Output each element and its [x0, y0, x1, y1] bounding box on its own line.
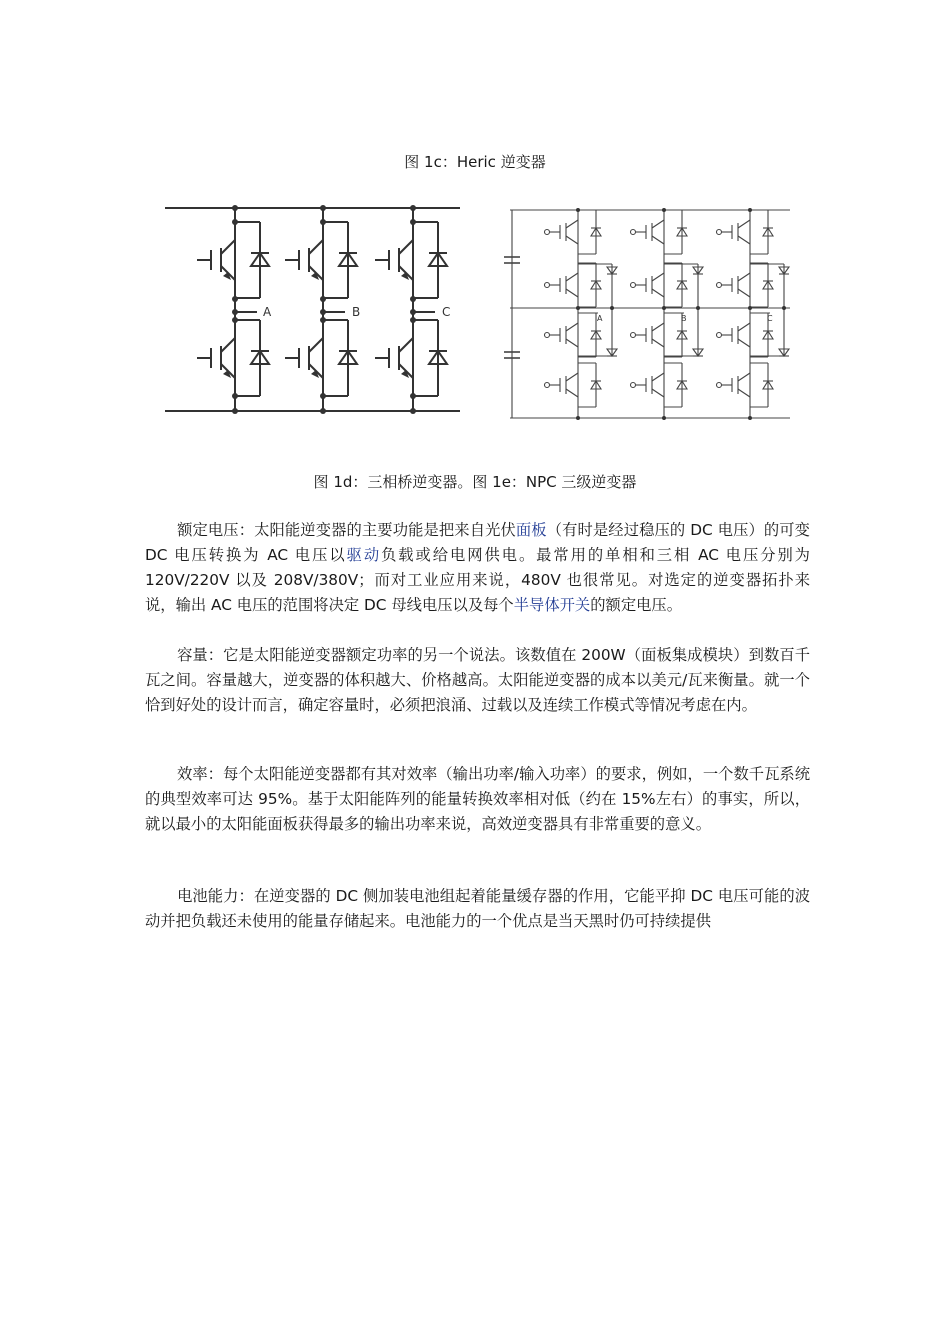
- igbt-switch: [375, 240, 413, 280]
- junction-dot: [410, 296, 416, 302]
- junction-dot: [662, 208, 666, 212]
- junction-dot: [232, 205, 238, 211]
- junction-dot: [410, 317, 416, 323]
- junction-dot: [232, 408, 238, 414]
- phase-label-c: C: [442, 305, 451, 319]
- paragraph-battery-capability: [145, 884, 810, 934]
- junction-dot: [320, 317, 326, 323]
- igbt-switch: [545, 210, 602, 254]
- three-phase-bridge-diagram: [160, 195, 470, 425]
- npc-three-level-diagram: [498, 200, 803, 425]
- igbt-switch: [545, 263, 602, 307]
- junction-dot: [410, 219, 416, 225]
- igbt-switch: [717, 263, 774, 307]
- npc-label-c: C: [767, 314, 773, 323]
- junction-dot: [232, 296, 238, 302]
- junction-dot: [232, 393, 238, 399]
- igbt-switch: [631, 313, 688, 357]
- junction-dot: [320, 219, 326, 225]
- igbt-switch: [197, 338, 235, 378]
- inline-link[interactable]: 面板: [515, 521, 547, 539]
- figure-caption-1c: 图 1c：Heric 逆变器: [404, 153, 546, 171]
- figure-caption-1d-1e: 图 1d：三相桥逆变器。图 1e：NPC 三级逆变器: [313, 473, 637, 491]
- junction-dot: [410, 205, 416, 211]
- paragraph-text: 电池能力：在逆变器的 DC 侧加装电池组起着能量缓存器的作用，它能平抑 DC 电压可能的波动并把负载还未使用的能量存储起来。电池能力的一个优点是当天黑时仍可持续提供: [145, 887, 810, 930]
- junction-dot: [782, 306, 786, 310]
- phase-label-b: B: [352, 305, 361, 319]
- igbt-switch: [631, 210, 688, 254]
- junction-dot: [320, 205, 326, 211]
- junction-dot: [410, 393, 416, 399]
- igbt-switch: [285, 240, 323, 280]
- junction-dot: [576, 208, 580, 212]
- paragraph-text: （有时是经过稳压的 DC 电压）的可变 DC 电压转换为 AC 电压以: [145, 521, 810, 564]
- junction-dot: [748, 208, 752, 212]
- junction-dot: [410, 309, 416, 315]
- junction-dot: [232, 219, 238, 225]
- inline-link[interactable]: 半导体开关: [513, 596, 591, 614]
- paragraph-capacity: [145, 643, 810, 718]
- paragraph-text: 负载或给电网供电。最常用的单相和三相 AC 电压分别为 120V/220V 以及 208V/380V；而对工业应用来说，480V 也很常见。对选定的逆变器拓扑来说，输出 AC 电压的范围将决定 DC 母线电压以及每个: [145, 546, 810, 614]
- junction-dot: [320, 408, 326, 414]
- igbt-switch: [631, 263, 688, 307]
- paragraph-text: 的额定电压。: [590, 596, 683, 614]
- junction-dot: [576, 416, 580, 420]
- paragraph-text: 容量：它是太阳能逆变器额定功率的另一个说法。该数值在 200W（面板集成模块）到数百千瓦之间。容量越大，逆变器的体积越大、价格越高。太阳能逆变器的成本以美元/瓦来衡量。就一个恰到好处的设计而言，确定容量时，必须把浪涌、过载以及连续工作模式等情况考虑在内。: [145, 646, 810, 714]
- npc-label-a: A: [597, 314, 603, 323]
- junction-dot: [662, 306, 666, 310]
- junction-dot: [748, 306, 752, 310]
- junction-dot: [696, 306, 700, 310]
- junction-dot: [320, 309, 326, 315]
- junction-dot: [410, 408, 416, 414]
- igbt-switch: [631, 363, 688, 407]
- junction-dot: [662, 416, 666, 420]
- junction-dot: [320, 393, 326, 399]
- junction-dot: [576, 306, 580, 310]
- paragraph-text: 额定电压：太阳能逆变器的主要功能是把来自光伏: [177, 521, 516, 539]
- junction-dot: [232, 309, 238, 315]
- paragraph-efficiency: [145, 762, 810, 837]
- igbt-switch: [545, 313, 602, 357]
- phase-label-a: A: [263, 305, 272, 319]
- junction-dot: [320, 296, 326, 302]
- igbt-switch: [197, 240, 235, 280]
- junction-dot: [610, 306, 614, 310]
- igbt-switch: [285, 338, 323, 378]
- npc-label-b: B: [681, 314, 687, 323]
- inline-link[interactable]: 驱动: [346, 546, 382, 564]
- igbt-switch: [717, 363, 774, 407]
- igbt-switch: [375, 338, 413, 378]
- paragraph-rated-voltage: [145, 518, 810, 618]
- junction-dot: [748, 416, 752, 420]
- junction-dot: [232, 317, 238, 323]
- igbt-switch: [717, 313, 774, 357]
- igbt-switch: [717, 210, 774, 254]
- igbt-switch: [545, 363, 602, 407]
- paragraph-text: 效率：每个太阳能逆变器都有其对效率（输出功率/输入功率）的要求，例如，一个数千瓦系统的典型效率可达 95%。基于太阳能阵列的能量转换效率相对低（约在 15%左右）的事实，所以，就以最小的太阳能面板获得最多的输出功率来说，高效逆变器具有非常重要的意义。: [145, 765, 810, 833]
